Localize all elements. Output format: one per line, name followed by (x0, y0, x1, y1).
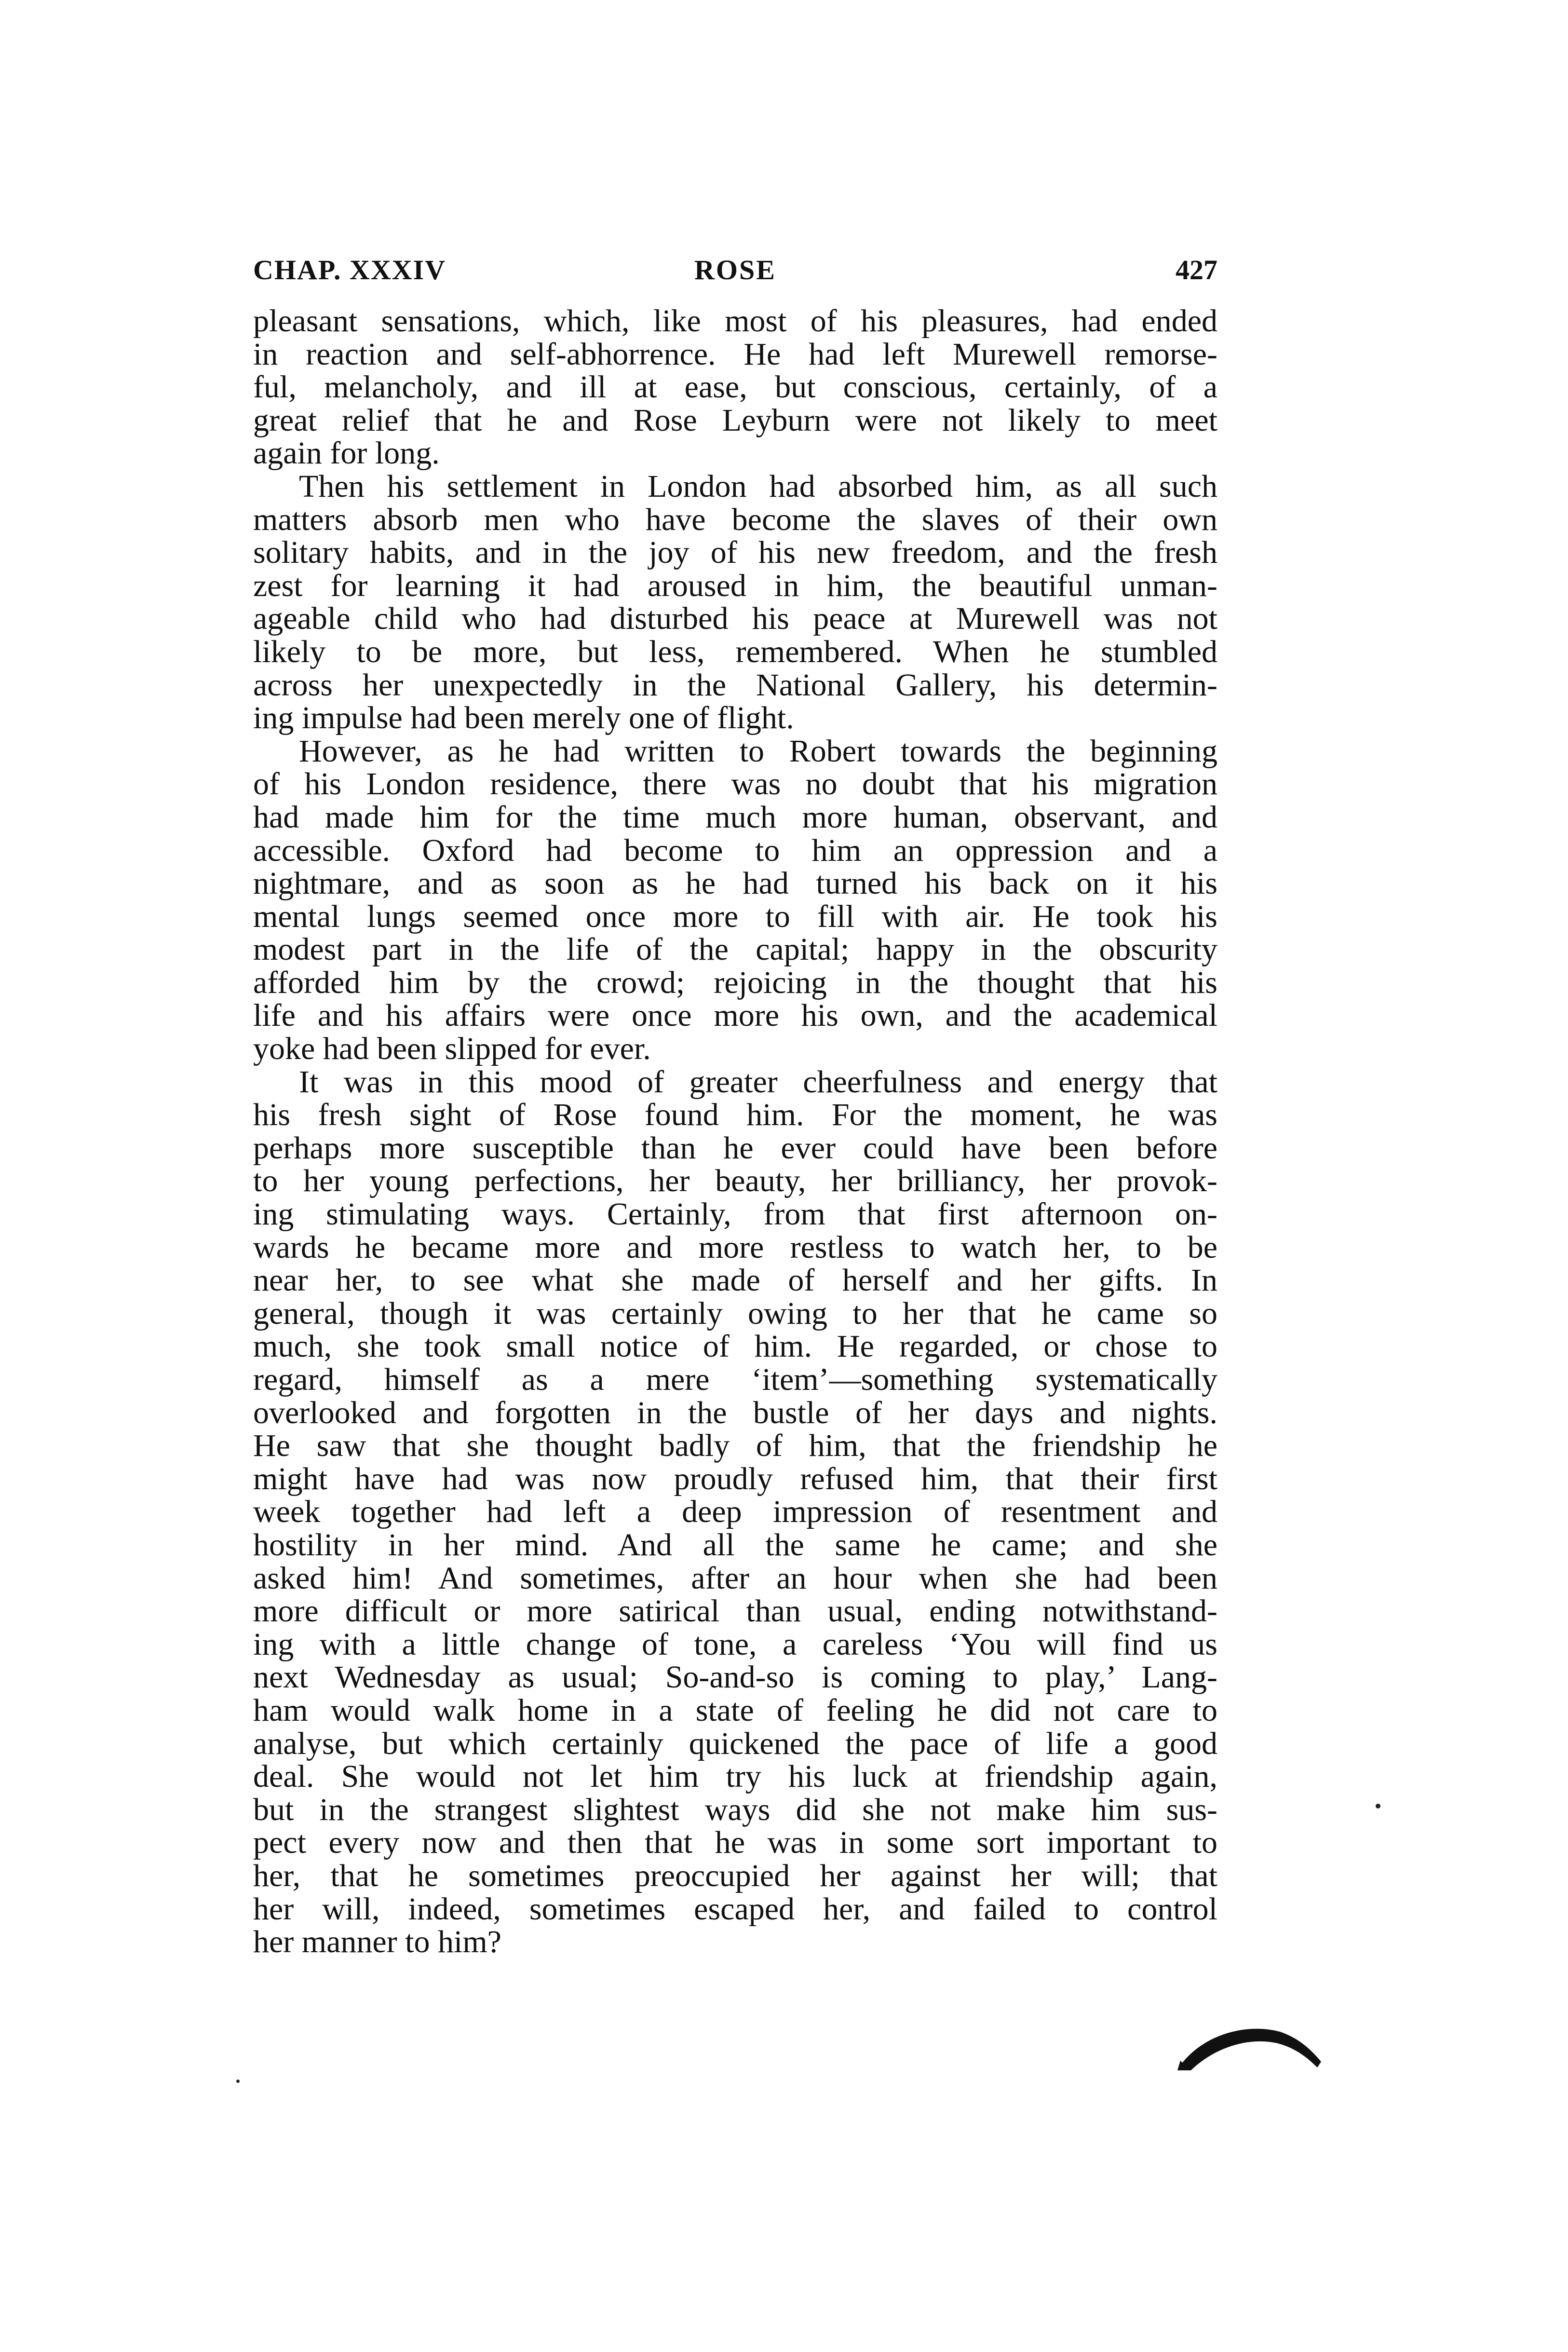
text-line: much, she took small notice of him. He regarded, or chose to (253, 1329, 1217, 1364)
text-line: regard, himself as a mere ‘item’—something systematically (253, 1362, 1217, 1397)
ink-speck (236, 2080, 240, 2083)
text-line: mental lungs seemed once more to fill with air. He took his (253, 898, 1217, 934)
text-line: overlooked and forgotten in the bustle of her days and nights. (253, 1395, 1217, 1430)
text-line: ing impulse had been merely one of flight. (253, 700, 794, 736)
text-line: accessible. Oxford had become to him an oppression and a (253, 832, 1217, 868)
text-line: next Wednesday as usual; So-and-so is coming to play,’ Lang- (253, 1659, 1217, 1695)
text-line: pleasant sensations, which, like most of his pleasures, had ended (253, 303, 1217, 339)
text-line: He saw that she thought badly of him, that the friendship he (253, 1428, 1217, 1464)
text-line: It was in this mood of greater cheerfulness and energy that (299, 1064, 1217, 1100)
body-text (253, 305, 1217, 1959)
page-number: 427 (1176, 254, 1217, 286)
text-line: However, as he had written to Robert towards the beginning (299, 733, 1217, 769)
text-line: ful, melancholy, and ill at ease, but conscious, certainly, of a (253, 369, 1217, 405)
text-line: solitary habits, and in the joy of his new freedom, and the fresh (253, 535, 1217, 571)
text-line: ageable child who had disturbed his peace at Murewell was not (253, 601, 1217, 637)
text-line: nightmare, and as soon as he had turned his back on it his (253, 866, 1217, 901)
text-line: her will, indeed, sometimes escaped her, and failed to control (253, 1891, 1217, 1927)
text-line: her manner to him? (253, 1924, 501, 1960)
paragraph (253, 305, 1217, 470)
paragraph (253, 470, 1217, 735)
text-line: week together had left a deep impression of resentment and (253, 1494, 1217, 1530)
text-line: likely to be more, but less, remembered. When he stumbled (253, 634, 1217, 669)
chapter-label: CHAP. XXXIV (253, 254, 446, 286)
text-line: Then his settlement in London had absorbed him, as all such (299, 468, 1217, 504)
text-line: hostility in her mind. And all the same he came; and she (253, 1527, 1217, 1563)
paragraph (253, 1066, 1217, 1959)
paragraph (253, 735, 1217, 1066)
text-line: matters absorb men who have become the slaves of their own (253, 502, 1217, 537)
text-line: great relief that he and Rose Leyburn were not likely to meet (253, 402, 1217, 438)
ink-speck (1376, 1804, 1380, 1808)
text-line: yoke had been slipped for ever. (253, 1031, 651, 1067)
text-line: wards he became more and more restless to watch her, to be (253, 1229, 1217, 1265)
running-title: ROSE (694, 254, 776, 286)
text-line: analyse, but which certainly quickened the pace of life a good (253, 1726, 1217, 1761)
printer-ornament-icon (1176, 2013, 1326, 2071)
text-line: his fresh sight of Rose found him. For the moment, he was (253, 1097, 1217, 1133)
text-line: might have had was now proudly refused him, that their first (253, 1461, 1217, 1496)
text-line: pect every now and then that he was in some sort important to (253, 1825, 1217, 1861)
text-line: but in the strangest slightest ways did she not make him sus- (253, 1792, 1217, 1827)
text-line: ing stimulating ways. Certainly, from that first afternoon on- (253, 1196, 1217, 1232)
text-line: general, though it was certainly owing to her that he came so (253, 1295, 1217, 1331)
text-line: asked him! And sometimes, after an hour when she had been (253, 1560, 1217, 1596)
text-line: modest part in the life of the capital; happy in the obscurity (253, 932, 1217, 967)
text-line: to her young perfections, her beauty, her brilliancy, her provok- (253, 1163, 1217, 1199)
text-line: ing with a little change of tone, a careless ‘You will find us (253, 1626, 1217, 1662)
text-line: had made him for the time much more human, observant, and (253, 799, 1217, 835)
text-line: across her unexpectedly in the National Gallery, his determin- (253, 667, 1217, 703)
text-line: deal. She would not let him try his luck at friendship again, (253, 1759, 1217, 1795)
running-header (253, 251, 1217, 289)
text-line: ham would walk home in a state of feeling he did not care to (253, 1692, 1217, 1728)
text-line: afforded him by the crowd; rejoicing in the thought that his (253, 965, 1217, 1000)
text-line: again for long. (253, 435, 440, 471)
text-line: perhaps more susceptible than he ever could have been before (253, 1130, 1217, 1166)
text-line: life and his affairs were once more his own, and the academical (253, 998, 1217, 1033)
text-line: more difficult or more satirical than usual, ending notwithstand- (253, 1593, 1217, 1629)
text-line: zest for learning it had aroused in him, the beautiful unman- (253, 568, 1217, 603)
text-line: near her, to see what she made of herself and her gifts. In (253, 1263, 1217, 1298)
text-line: of his London residence, there was no doubt that his migration (253, 766, 1217, 802)
text-line: her, that he sometimes preoccupied her against her will; that (253, 1858, 1217, 1893)
text-line: in reaction and self-abhorrence. He had left Murewell remorse- (253, 336, 1217, 372)
